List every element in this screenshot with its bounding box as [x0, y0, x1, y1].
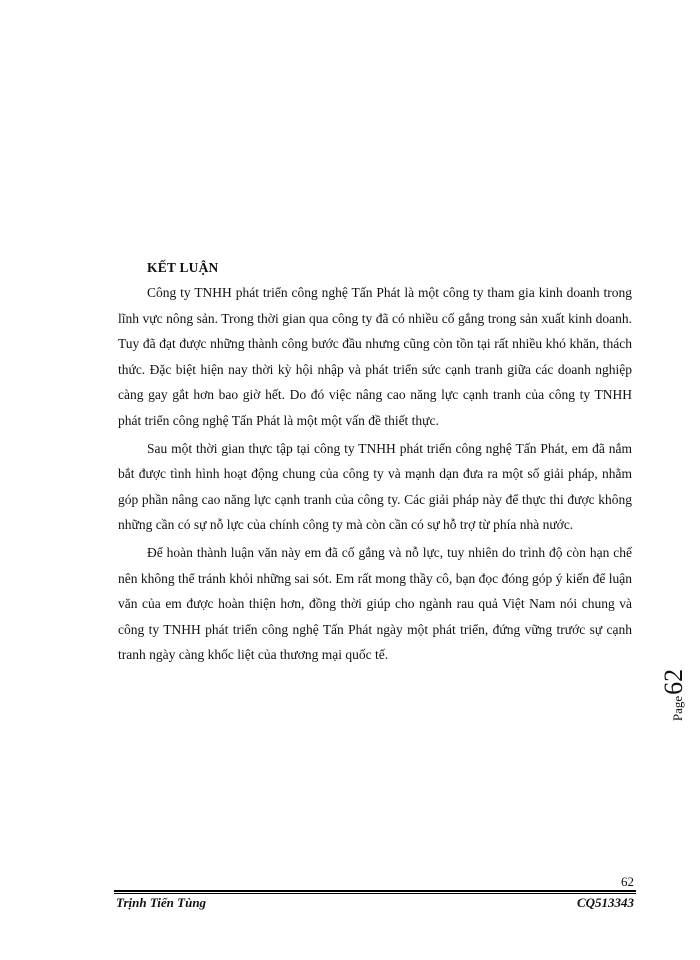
side-page-marker — [654, 670, 694, 720]
section-heading: KẾT LUẬN — [147, 260, 219, 275]
paragraph-2: Sau một thời gian thực tập tại công ty TNHH phát triển công nghệ Tấn Phát, em đã nắm bắt được tình hình hoạt động chung của công ty và mạnh dạn đưa ra một số giải pháp, nhằm góp phần nâng cao năng lực cạnh tranh của công ty. Các giải pháp này để thực thi được không những cần có sự nỗ lực của chính công ty mà còn cần có sự hỗ trợ từ phía nhà nước. — [118, 440, 632, 533]
side-page-label: Page — [670, 695, 685, 722]
footer-author: Trịnh Tiến Tùng — [116, 895, 207, 910]
footer-student-code: CQ513343 — [576, 895, 634, 910]
document-body — [118, 260, 632, 670]
paragraph-3: Để hoàn thành luận văn này em đã cố gắng và nỗ lực, tuy nhiên do trình độ còn hạn chế nên không thể tránh khỏi những sai sót. Em rất mong thầy cô, bạn đọc đóng góp ý kiến để luận văn của em được hoàn thiện hơn, đồng thời giúp cho ngành rau quả Việt Nam nói chung và công ty TNHH phát triển công nghệ Tấn Phát ngày một phát triển, đứng vững trước sự cạnh tranh ngày càng khốc liệt của thương mại quốc tế. — [118, 544, 632, 663]
page-number: 62 — [621, 874, 634, 889]
footer-divider — [114, 890, 636, 892]
paragraph-1: Công ty TNHH phát triển công nghệ Tấn Phát là một công ty tham gia kinh doanh trong lĩnh vực nông sản. Trong thời gian qua công ty đã có nhiều cố gắng trong sản xuất kinh doanh. Tuy đã đạt được những thành công bước đầu nhưng cũng còn tồn tại rất nhiều khó khăn, thách thức. Đặc biệt hiện nay thời kỳ hội nhập và phát triển sức cạnh tranh giữa các doanh nghiệp càng gay gắt hơn bao giờ hết. Do đó việc nâng cao năng lực cạnh tranh của công ty TNHH phát triển công nghệ Tấn Phát là một một vấn đề thiết thực. — [118, 285, 632, 428]
side-page-number: 62 — [659, 668, 688, 695]
footer-divider-thin — [114, 893, 636, 894]
